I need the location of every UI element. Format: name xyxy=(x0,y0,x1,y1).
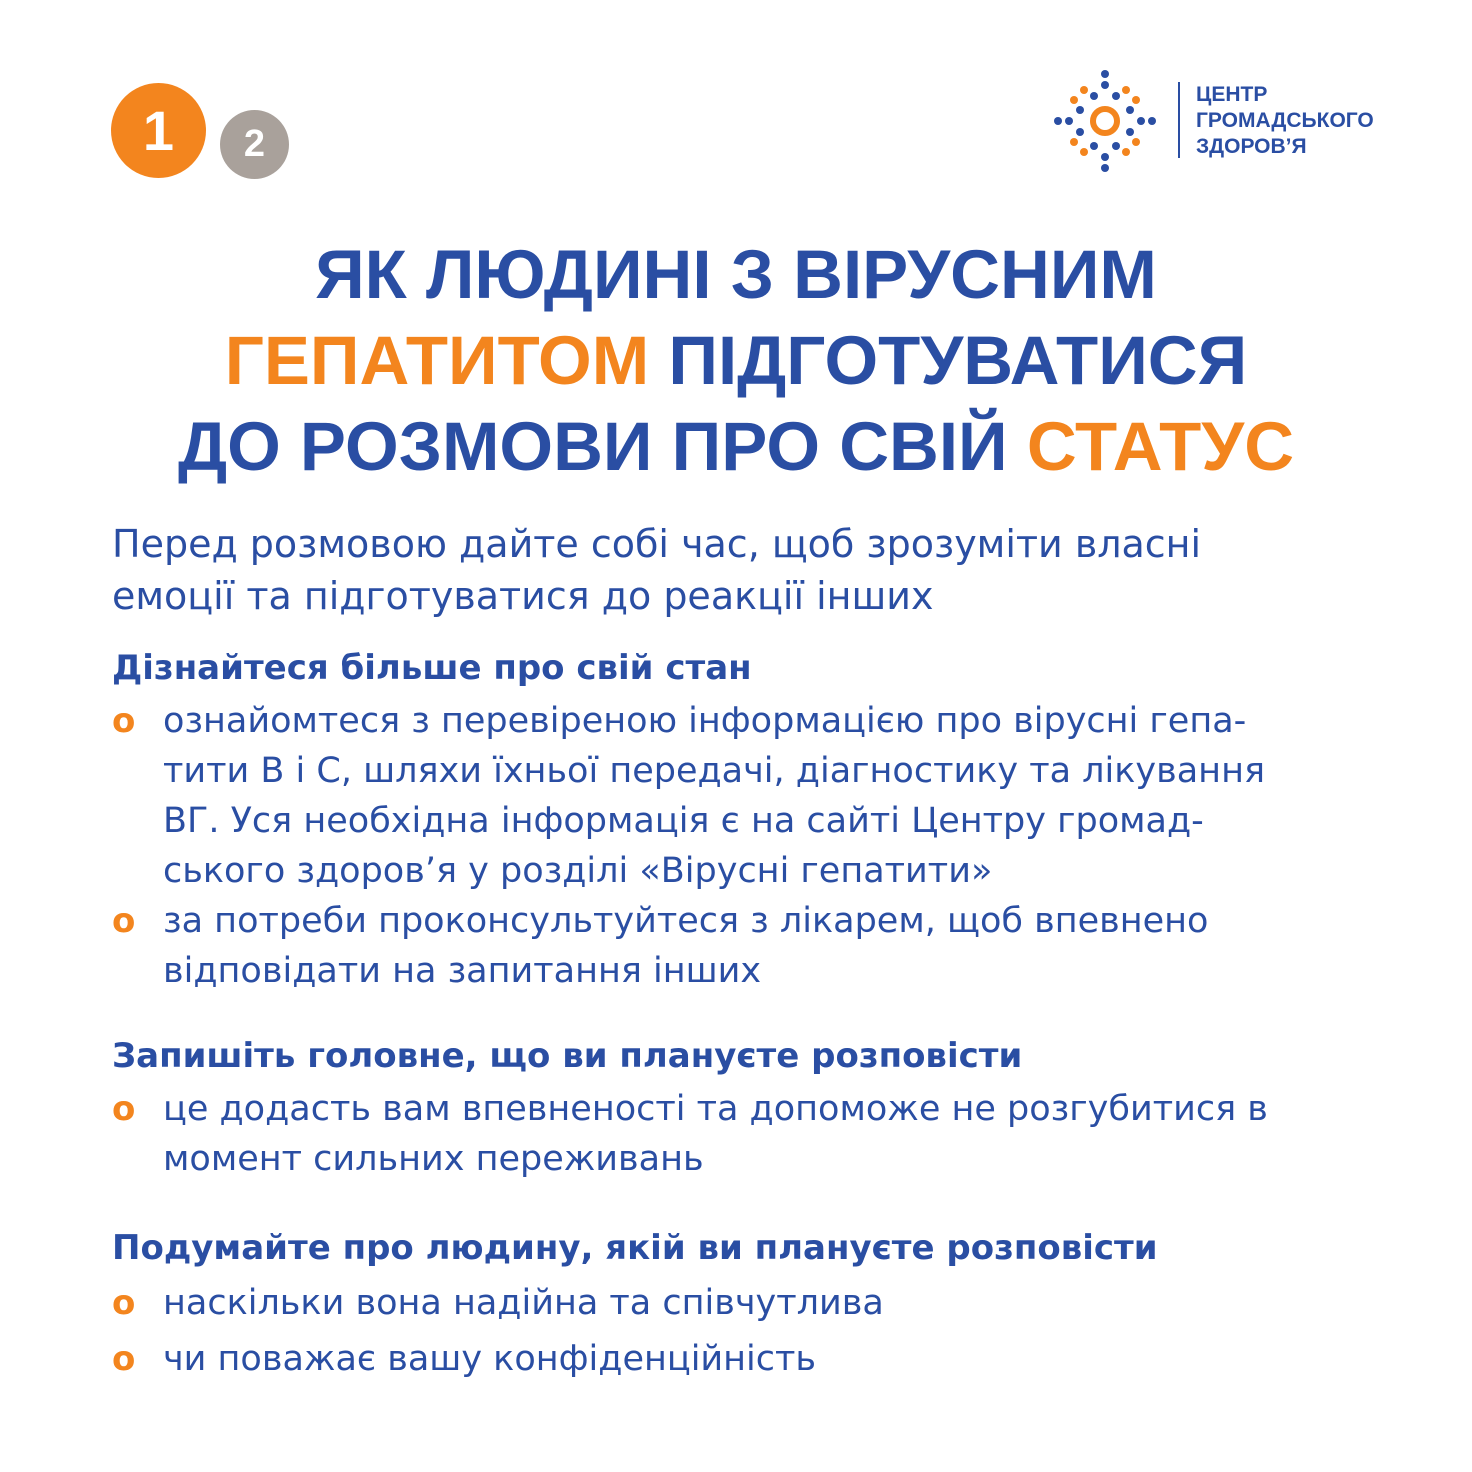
item-line: ського здоров’я у розділі «Вірусні гепатити» xyxy=(163,851,993,891)
logo-mark-icon xyxy=(1050,66,1160,176)
bullet-icon: o xyxy=(112,1089,136,1129)
step-number: 1 xyxy=(142,99,175,162)
section-list xyxy=(112,1084,1392,1184)
title-text: ЯК ЛЮДИНІ З ВІРУСНИМ xyxy=(315,236,1157,313)
item-line: ВГ. Уся необхідна інформація є на сайті Центру громад- xyxy=(163,801,1204,841)
item-line: це додасть вам впевненості та допоможе не розгубитися в xyxy=(163,1089,1268,1129)
section-list xyxy=(112,1278,1392,1384)
title-text: ДО РОЗМОВИ ПРО СВІЙ xyxy=(177,408,1008,485)
title-line-1 xyxy=(40,232,1432,318)
list-item xyxy=(112,1334,1392,1384)
logo-line: ЦЕНТР xyxy=(1196,83,1268,106)
item-line: наскільки вона надійна та співчутлива xyxy=(163,1283,884,1323)
bullet-icon: o xyxy=(112,1283,136,1323)
list-item xyxy=(112,1084,1392,1184)
bullet-icon: o xyxy=(112,1339,136,1379)
page-title xyxy=(40,232,1432,490)
logo-line: ГРОМАДСЬКОГО xyxy=(1196,109,1374,132)
intro-line: емоції та підготуватися до реакції інших xyxy=(112,574,934,618)
logo-line: ЗДОРОВ’Я xyxy=(1196,135,1307,158)
item-line: тити В і С, шляхи їхньої передачі, діагностику та лікування xyxy=(163,751,1266,791)
step-number: 2 xyxy=(243,123,266,165)
list-item xyxy=(112,896,1392,996)
logo-divider xyxy=(1178,82,1180,158)
title-highlight: ГЕПАТИТОМ xyxy=(224,322,650,399)
item-line: відповідати на запитання інших xyxy=(163,951,762,991)
list-item xyxy=(112,696,1392,896)
section-heading: Подумайте про людину, якій ви плануєте розповісти xyxy=(112,1228,1158,1268)
logo xyxy=(1050,66,1374,176)
list-item xyxy=(112,1278,1392,1328)
section-heading: Дізнайтеся більше про свій стан xyxy=(112,648,752,688)
title-text: ПІДГОТУВАТИСЯ xyxy=(668,322,1248,399)
step-indicator-next[interactable] xyxy=(220,110,289,179)
item-line: ознайомтеся з перевіреною інформацією про вірусні гепа- xyxy=(163,701,1247,741)
title-line-3 xyxy=(40,404,1432,490)
intro-text xyxy=(112,518,1412,622)
logo-wordmark xyxy=(1196,82,1374,160)
title-highlight: СТАТУС xyxy=(1026,408,1295,485)
section-heading: Запишіть головне, що ви плануєте розповісти xyxy=(112,1036,1023,1076)
section-list xyxy=(112,696,1392,996)
intro-line: Перед розмовою дайте собі час, щоб зрозуміти власні xyxy=(112,522,1202,566)
step-indicator-current[interactable] xyxy=(111,83,206,178)
bullet-icon: o xyxy=(112,701,136,741)
title-line-2 xyxy=(40,318,1432,404)
bullet-icon: o xyxy=(112,901,136,941)
item-line: чи поважає вашу конфіденційність xyxy=(163,1339,817,1379)
item-line: момент сильних переживань xyxy=(163,1139,704,1179)
item-line: за потреби проконсультуйтеся з лікарем, щоб впевнено xyxy=(163,901,1209,941)
